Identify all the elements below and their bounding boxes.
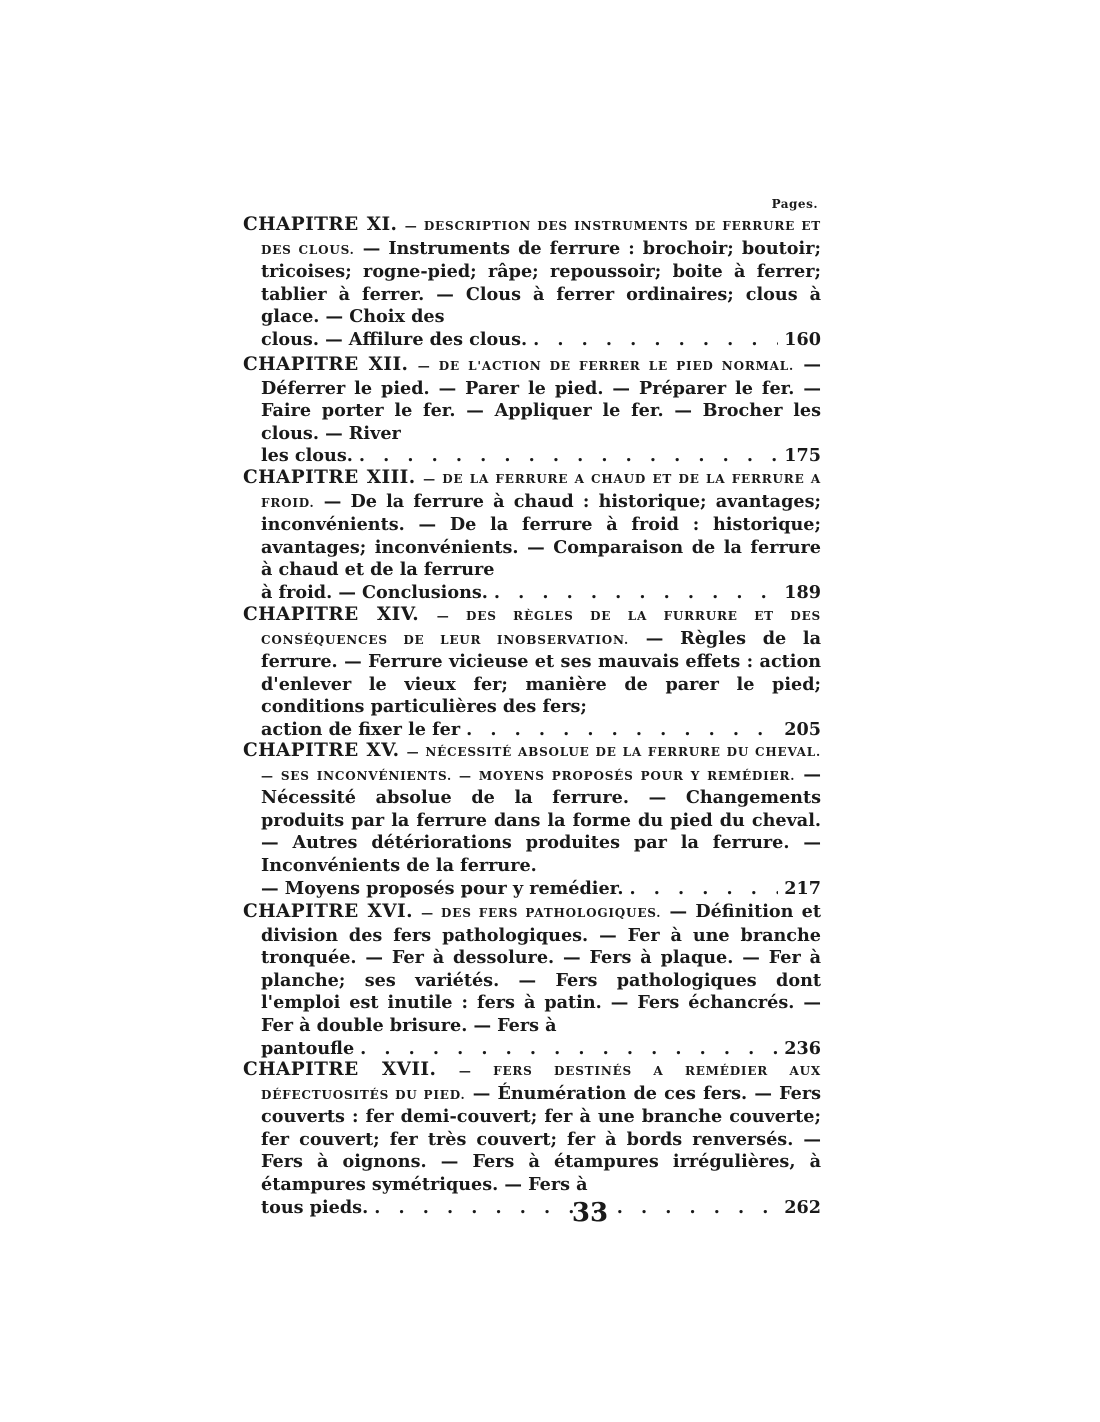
entry-paragraph (243, 604, 821, 719)
dot-leader (360, 1038, 778, 1061)
entry-paragraph (243, 740, 821, 878)
entry-last-line (243, 329, 821, 352)
entry-paragraph (243, 354, 821, 445)
chapter-heading: CHAPITRE XII. (243, 354, 409, 375)
chapter-heading: CHAPITRE XVII. (243, 1059, 437, 1080)
page-number: 160 (784, 328, 821, 350)
summary-end: action de fixer le fer (261, 718, 461, 740)
chapter-summary: — Règles de la ferrure. — Ferrure vicieuse et ses mauvais effets : action d'enlever le vieux fer; manière de parer le pied; conditions particulières des fers; (261, 627, 822, 718)
toc-entry-chapter-17 (243, 1059, 821, 1219)
toc-entry-chapter-14 (243, 604, 821, 742)
chapter-title: — DE L'ACTION DE FERRER LE PIED NORMAL. (417, 359, 795, 373)
toc-entry-chapter-12 (243, 354, 821, 468)
toc-entry-chapter-13 (243, 467, 821, 605)
entry-last-line (243, 582, 821, 605)
entry-last-line (243, 1038, 821, 1061)
dot-leader (629, 878, 778, 901)
chapter-summary: — Instruments de ferrure : brochoir; boutoir; tricoises; rogne-pied; râpe; repoussoir; boite à ferrer; tablier à ferrer. — Clous à ferrer ordinaires; clous à glace. — Choix des (261, 237, 821, 328)
page-number: 175 (784, 445, 821, 467)
chapter-heading: CHAPITRE XVI. (243, 901, 413, 922)
entry-last-line (243, 719, 821, 742)
page-label: Pages. (771, 197, 818, 211)
toc-entry-chapter-11 (243, 214, 821, 352)
dot-leader (533, 329, 778, 352)
toc-entry-chapter-16 (243, 901, 821, 1060)
chapter-title: — FERS DESTINÉS A REMÉDIER AUX DÉFECTUOSITÉS DU PIED. (261, 1064, 821, 1102)
entry-paragraph (243, 901, 821, 1038)
chapter-title: — DE LA FERRURE A CHAUD ET DE LA FERRURE A FROID. (261, 472, 821, 510)
entry-last-line (243, 445, 821, 468)
chapter-summary: — Déferrer le pied. — Parer le pied. — Préparer le fer. — Faire porter le fer. — Appliquer le fer. — Brocher les clous. — River (261, 354, 821, 444)
summary-end: les clous. (261, 445, 353, 467)
chapter-heading: CHAPITRE XV. (243, 740, 400, 761)
page-folio-number: 33 (571, 1198, 609, 1228)
chapter-title: — NÉCESSITÉ ABSOLUE DE LA FERRURE DU CHEVAL. — SES INCONVÉNIENTS. — MOYENS PROPOSÉS POUR Y REMÉDIER. (261, 745, 821, 783)
chapter-heading: CHAPITRE XIV. (243, 604, 420, 625)
entry-last-line (243, 878, 821, 901)
page-number: 236 (784, 1037, 821, 1059)
entry-paragraph (243, 467, 821, 582)
chapter-summary: — Définition et division des fers pathologiques. — Fer à une branche tronquée. — Fer à dessolure. — Fers à plaque. — Fer à planche; ses variétés. — Fers pathologiques dont l'emploi est inutile : fers à patin. — Fers échancrés. — Fer à double brisure. — Fers à (261, 901, 821, 1036)
chapter-heading: CHAPITRE XI. (243, 214, 398, 235)
dot-leader (466, 719, 778, 742)
summary-end: tous pieds. (261, 1196, 369, 1218)
dot-leader (494, 582, 778, 605)
summary-end: clous. — Affilure des clous. (261, 328, 528, 350)
summary-end: — Moyens proposés pour y remédier. (261, 877, 624, 899)
chapter-title: — DES RÈGLES DE LA FURRURE ET DES CONSÉQUENCES DE LEUR INOBSERVATION. (261, 609, 821, 647)
page-number: 217 (784, 877, 821, 899)
chapter-summary: — Énumération de ces fers. — Fers couverts : fer demi-couvert; fer à une branche couverte; fer couvert; fer très couvert; fer à bords renversés. — Fers à oignons. — Fers à étampures irrégulières, à étampures symétriques. — Fers à (261, 1082, 822, 1195)
summary-end: pantoufle (261, 1037, 355, 1059)
page-number: 205 (784, 718, 821, 740)
chapter-heading: CHAPITRE XIII. (243, 467, 416, 488)
chapter-summary: — De la ferrure à chaud : historique; avantages; inconvénients. — De la ferrure à froid : historique; avantages; inconvénients. — Comparaison de la ferrure à chaud et de la ferrure (261, 490, 821, 581)
entry-paragraph (243, 1059, 821, 1197)
chapter-title: — DESCRIPTION DES INSTRUMENTS DE FERRURE ET DES CLOUS. (261, 219, 821, 257)
page-number: 189 (784, 581, 821, 603)
entry-paragraph (243, 214, 821, 329)
toc-entry-chapter-15 (243, 740, 821, 900)
chapter-title: — DES FERS PATHOLOGIQUES. (421, 906, 662, 920)
summary-end: à froid. — Conclusions. (261, 581, 488, 603)
page-number: 262 (784, 1196, 821, 1218)
dot-leader (359, 445, 778, 468)
chapter-summary: — Nécessité absolue de la ferrure. — Changements produits par la ferrure dans la forme du pied du cheval. — Autres détériorations produites par la ferrure. — Inconvénients de la ferrure. (261, 763, 821, 876)
